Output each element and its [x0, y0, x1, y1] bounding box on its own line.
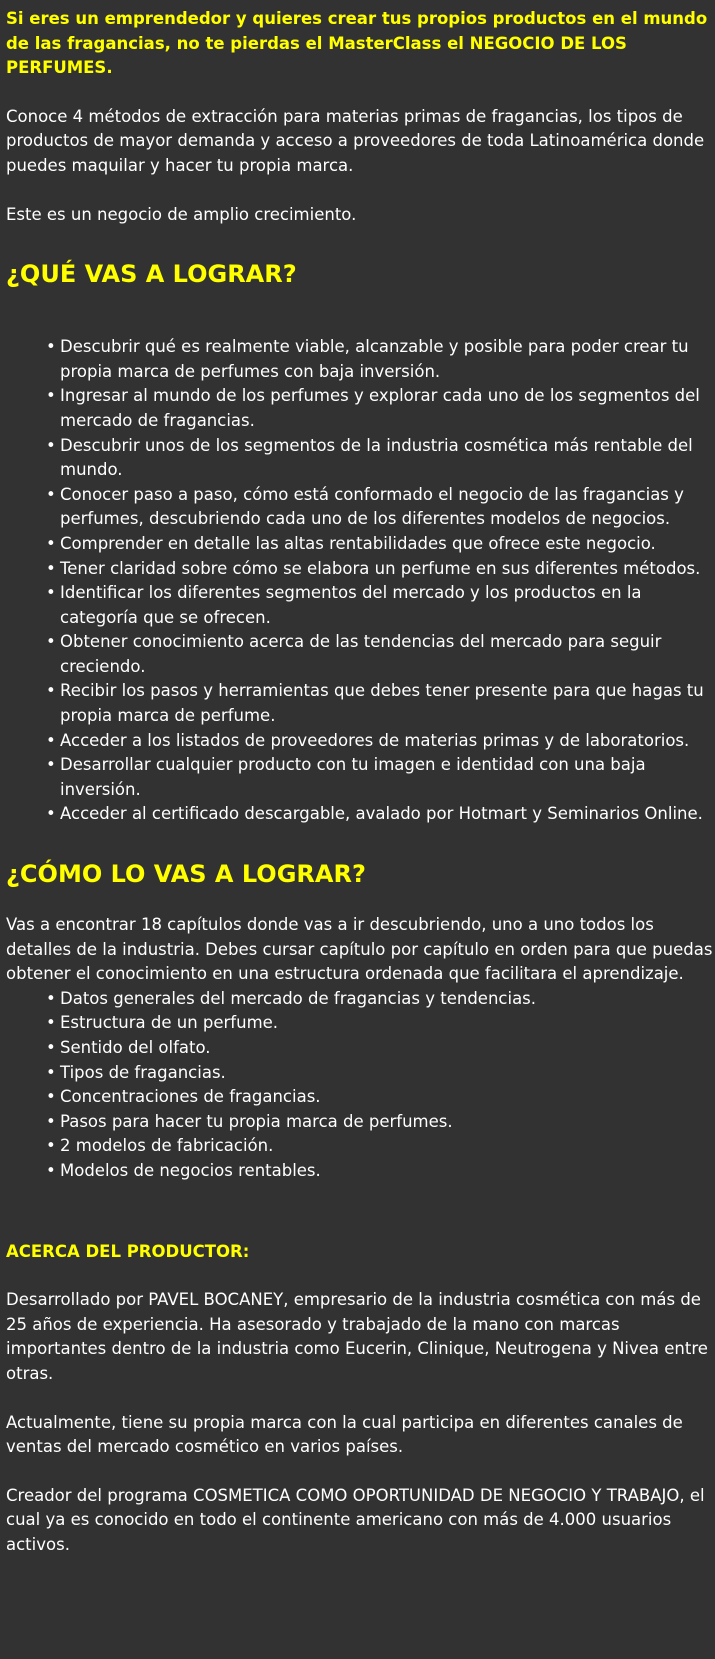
intro-paragraph: Conoce 4 métodos de extracción para materias primas de fragancias, los tipos de productos de mayor demanda y acceso a proveedores de toda Latinoamérica donde puedes maquilar y hacer tu propia marca. [6, 106, 705, 175]
intro-headline: Si eres un emprendedor y quieres crear tus propios productos en el mundo de las fragancias, no te pierdas el MasterClass el NEGOCIO DE LOS PERFUMES. [6, 9, 708, 78]
list-item: • Pasos para hacer tu propia marca de perfumes. [6, 1110, 715, 1135]
section-title-achieve: ¿QUÉ VAS A LOGRAR? [6, 260, 297, 289]
section-title-producer: ACERCA DEL PRODUCTOR: [6, 1241, 250, 1261]
how-paragraph: Vas a encontrar 18 capítulos donde vas a ir descubriendo, uno a uno todos los detalles de la industria. Debes cursar capítulo por capítulo en orden para que puedas obtener el conocimiento en una estructura ordenada que facilitara el aprendizaje. [6, 915, 713, 984]
list-item: • Concentraciones de fragancias. [6, 1085, 715, 1110]
list-item: • Obtener conocimiento acerca de las tendencias del mercado para seguir creciendo. [6, 630, 715, 679]
list-item: • Comprender en detalle las altas rentabilidades que ofrece este negocio. [6, 532, 715, 557]
list-item: • Datos generales del mercado de fragancias y tendencias. [6, 987, 715, 1012]
list-item: • Sentido del olfato. [6, 1036, 715, 1061]
chapters-list [6, 987, 715, 1184]
intro-paragraph: Este es un negocio de amplio crecimiento. [6, 204, 357, 224]
list-item: • Conocer paso a paso, cómo está conformado el negocio de las fragancias y perfumes, descubriendo cada uno de los diferentes modelos de negocios. [6, 483, 715, 532]
list-item: • Tipos de fragancias. [6, 1061, 715, 1086]
section-title-how: ¿CÓMO LO VAS A LOGRAR? [6, 860, 366, 889]
list-item: • Identificar los diferentes segmentos del mercado y los productos en la categoría que se ofrecen. [6, 581, 715, 630]
list-item: • Tener claridad sobre cómo se elabora un perfume en sus diferentes métodos. [6, 557, 715, 582]
list-item: • Modelos de negocios rentables. [6, 1159, 715, 1184]
producer-paragraph: Desarrollado por PAVEL BOCANEY, empresario de la industria cosmética con más de 25 años de experiencia. Ha asesorado y trabajado de la mano con marcas importantes dentro de la industria como Eucerin, Clinique, Neutrogena y Nivea entre otras. [6, 1290, 708, 1383]
list-item: • Descubrir unos de los segmentos de la industria cosmética más rentable del mundo. [6, 434, 715, 483]
achieve-list [6, 335, 715, 827]
list-item: • Descubrir qué es realmente viable, alcanzable y posible para poder crear tu propia marca de perfumes con baja inversión. [6, 335, 715, 384]
list-item: • 2 modelos de fabricación. [6, 1134, 715, 1159]
producer-paragraph: Actualmente, tiene su propia marca con la cual participa en diferentes canales de ventas del mercado cosmético en varios países. [6, 1412, 683, 1457]
list-item: • Ingresar al mundo de los perfumes y explorar cada uno de los segmentos del mercado de fragancias. [6, 384, 715, 433]
list-item: • Acceder al certificado descargable, avalado por Hotmart y Seminarios Online. [6, 802, 715, 827]
list-item: • Desarrollar cualquier producto con tu imagen e identidad con una baja inversión. [6, 753, 715, 802]
producer-paragraph: Creador del programa COSMETICA COMO OPORTUNIDAD DE NEGOCIO Y TRABAJO, el cual ya es conocido en todo el continente americano con más de 4.000 usuarios activos. [6, 1485, 705, 1554]
list-item: • Estructura de un perfume. [6, 1011, 715, 1036]
list-item: • Acceder a los listados de proveedores de materias primas y de laboratorios. [6, 729, 715, 754]
list-item: • Recibir los pasos y herramientas que debes tener presente para que hagas tu propia marca de perfume. [6, 679, 715, 728]
